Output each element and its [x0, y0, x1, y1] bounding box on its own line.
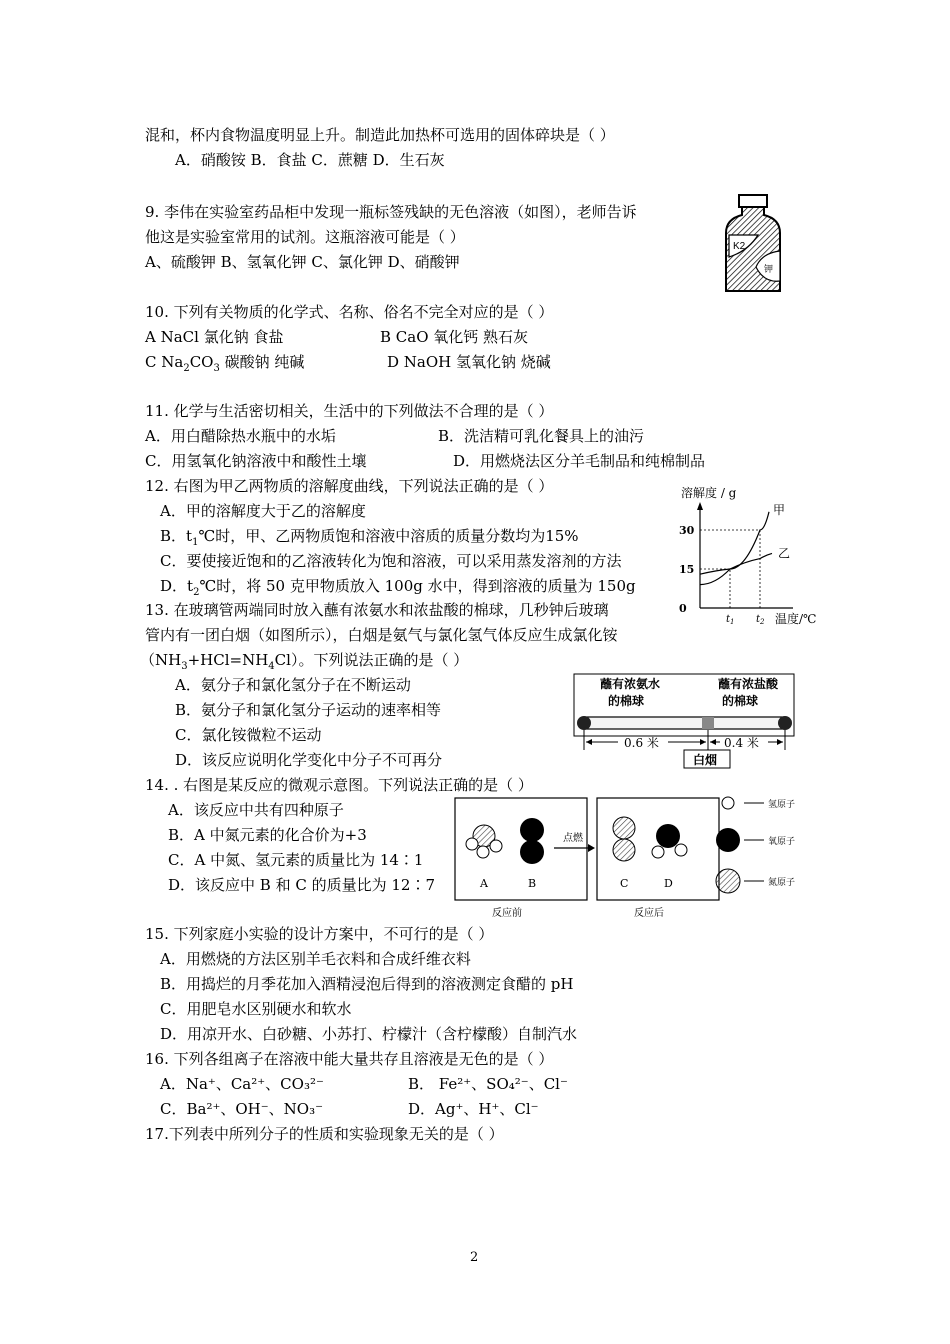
- q8-options: A．硝酸铵 B．食盐 C．蔗糖 D．生石灰: [175, 151, 445, 169]
- y-tick-label-0: 0: [679, 602, 687, 615]
- q14-option-b: B．A 中氮元素的化合价为+3: [168, 826, 367, 844]
- molecule-c-n1: [613, 817, 635, 839]
- left-label-1: 蘸有浓氨水: [600, 677, 661, 691]
- q11-option-d: D．用燃烧法区分羊毛制品和纯棉制品: [453, 452, 706, 470]
- q17-stem: 17.下列表中所列分子的性质和实验现象无关的是（ ）: [145, 1125, 504, 1143]
- q16-option-d: D．Ag⁺、H⁺、Cl⁻: [408, 1100, 539, 1118]
- x-axis-label: 温度/℃: [775, 612, 817, 626]
- molecule-b-o2: [520, 840, 544, 864]
- reagent-bottle-figure: [722, 193, 784, 295]
- y-tick-label-15: 15: [679, 563, 695, 576]
- bottle-label-jia: 钾: [764, 264, 774, 274]
- y-axis-label: 溶解度 / g: [681, 486, 737, 500]
- label-b: B: [528, 877, 537, 890]
- distance-right: 0.4 米: [724, 736, 759, 750]
- q11-option-b: B．洗洁精可乳化餐具上的油污: [438, 427, 645, 445]
- left-label-2: 的棉球: [608, 694, 645, 708]
- label-c: C: [620, 877, 629, 890]
- legend-o-icon: [716, 828, 740, 852]
- q14-stem: 14. . 右图是某反应的微观示意图。下列说法正确的是（ ）: [145, 776, 533, 794]
- right-label-2: 的棉球: [722, 694, 759, 708]
- q16-option-a: A．Na⁺、Ca²⁺、CO₃²⁻: [160, 1075, 324, 1093]
- q13-line1: 13. 在玻璃管两端同时放入蘸有浓氨水和浓盐酸的棉球，几秒钟后玻璃: [145, 601, 609, 619]
- q15-option-c: C．用肥皂水区别硬水和软水: [160, 1000, 352, 1018]
- smoke-label: 白烟: [693, 753, 718, 767]
- q14-option-a: A．该反应中共有四种原子: [168, 801, 344, 819]
- page-number: 2: [470, 1250, 479, 1265]
- solubility-chart: [675, 480, 830, 630]
- distance-left: 0.6 米: [624, 736, 659, 750]
- q10-option-b: B CaO 氧化钙 熟石灰: [380, 328, 529, 346]
- legend-h-icon: [722, 797, 734, 809]
- q8-line: 混和，杯内食物温度明显上升。制造此加热杯可选用的固体碎块是（ ）: [145, 126, 615, 144]
- reaction-diagram: [452, 790, 812, 920]
- after-label: 反应后: [634, 908, 664, 919]
- q12-option-c: C．要使接近饱和的乙溶液转化为饱和溶液，可以采用蒸发溶剂的方法: [160, 552, 622, 570]
- bottle-label-k2: K2: [733, 241, 746, 252]
- series-label-yi: 乙: [778, 546, 791, 561]
- q11-option-a: A．用白醋除热水瓶中的水垢: [145, 427, 336, 445]
- glass-tube: [584, 717, 786, 729]
- x-tick-label-t1: $t_1$: [726, 614, 735, 626]
- molecule-b-o1: [520, 818, 544, 842]
- right-cotton-ball: [778, 716, 792, 730]
- q12-option-b: B．$t_1℃$时，甲、乙两物质饱和溶液中溶质的质量分数均为15%: [160, 527, 579, 548]
- series-label-jia: 甲: [773, 502, 786, 517]
- q13-line2: 管内有一团白烟（如图所示），白烟是氨气与氯化氢气体反应生成氯化铵: [145, 626, 618, 644]
- q14-option-d: D．该反应中 B 和 C 的质量比为 12∶7: [168, 876, 435, 894]
- x-tick-label-t2: $t_2$: [756, 614, 765, 626]
- q13-line3: $(NH_3+HCl=NH_4Cl)$。下列说法正确的是（ ）: [140, 651, 469, 672]
- arrow-label: 点燃: [563, 833, 583, 844]
- molecule-c-n2: [613, 839, 635, 861]
- q15-stem: 15. 下列家庭小实验的设计方案中，不可行的是（ ）: [145, 925, 494, 943]
- left-cotton-ball: [577, 716, 591, 730]
- q14-option-c: C．A 中氮、氢元素的质量比为 14∶1: [168, 851, 424, 869]
- molecule-d-o: [656, 824, 680, 848]
- q11-stem: 11. 化学与生活密切相关，生活中的下列做法不合理的是（ ）: [145, 402, 554, 420]
- legend-n-label: 氮原子: [768, 878, 796, 888]
- legend-n-icon: [716, 869, 740, 893]
- legend-h-label: 氢原子: [768, 800, 796, 810]
- q10-stem: 10. 下列有关物质的化学式、名称、俗名不完全对应的是（ ）: [145, 303, 554, 321]
- before-label: 反应前: [492, 908, 522, 919]
- q10-option-d: D NaOH 氢氧化钠 烧碱: [387, 353, 551, 371]
- glass-tube-figure: [572, 672, 797, 772]
- q9-line2: 他这是实验室常用的试剂。这瓶溶液可能是（ ）: [145, 228, 465, 246]
- q13-option-a: A．氨分子和氯化氢分子在不断运动: [175, 676, 411, 694]
- q15-option-d: D．用凉开水、白砂糖、小苏打、柠檬汁（含柠檬酸）自制汽水: [160, 1025, 578, 1043]
- y-tick-label-30: 30: [679, 524, 695, 537]
- legend-o-label: 氧原子: [768, 837, 796, 847]
- q13-option-c: C．氯化铵微粒不运动: [175, 726, 322, 744]
- q13-option-d: D．该反应说明化学变化中分子不可再分: [175, 751, 443, 769]
- q10-option-a: A NaCl 氯化钠 食盐: [145, 328, 284, 346]
- series-line-yi: [700, 553, 772, 574]
- label-a: A: [480, 877, 488, 890]
- right-label-1: 蘸有浓盐酸: [718, 677, 779, 691]
- white-smoke-mark: [702, 717, 714, 729]
- q16-option-b: B． Fe²⁺、SO₄²⁻、Cl⁻: [408, 1075, 568, 1093]
- q12-stem: 12. 右图为甲乙两物质的溶解度曲线，下列说法正确的是（ ）: [145, 477, 554, 495]
- label-d: D: [664, 877, 673, 890]
- q12-option-a: A．甲的溶解度大于乙的溶解度: [160, 502, 366, 520]
- q10-option-c: C $Na_2CO_3$ 碳酸钠 纯碱: [145, 353, 305, 374]
- q15-option-a: A．用燃烧的方法区别羊毛衣料和合成纤维衣料: [160, 950, 471, 968]
- q12-option-d: D．$t_2℃$时，将 50 克甲物质放入 100g 水中，得到溶液的质量为 150g: [160, 577, 636, 598]
- q16-stem: 16. 下列各组离子在溶液中能大量共存且溶液是无色的是（ ）: [145, 1050, 554, 1068]
- series-line-jia: [700, 512, 769, 585]
- q16-option-c: C．Ba²⁺、OH⁻、NO₃⁻: [160, 1100, 324, 1118]
- q9-line1: 9. 李伟在实验室药品柜中发现一瓶标签残缺的无色溶液（如图），老师告诉: [145, 203, 637, 221]
- q13-option-b: B．氨分子和氯化氢分子运动的速率相等: [175, 701, 442, 719]
- q9-options: A、硫酸钾 B、氢氧化钾 C、氯化钾 D、硝酸钾: [145, 253, 460, 271]
- q11-option-c: C．用氢氧化钠溶液中和酸性土壤: [145, 452, 367, 470]
- q15-option-b: B．用捣烂的月季花加入酒精浸泡后得到的溶液测定食醋的 pH: [160, 975, 574, 993]
